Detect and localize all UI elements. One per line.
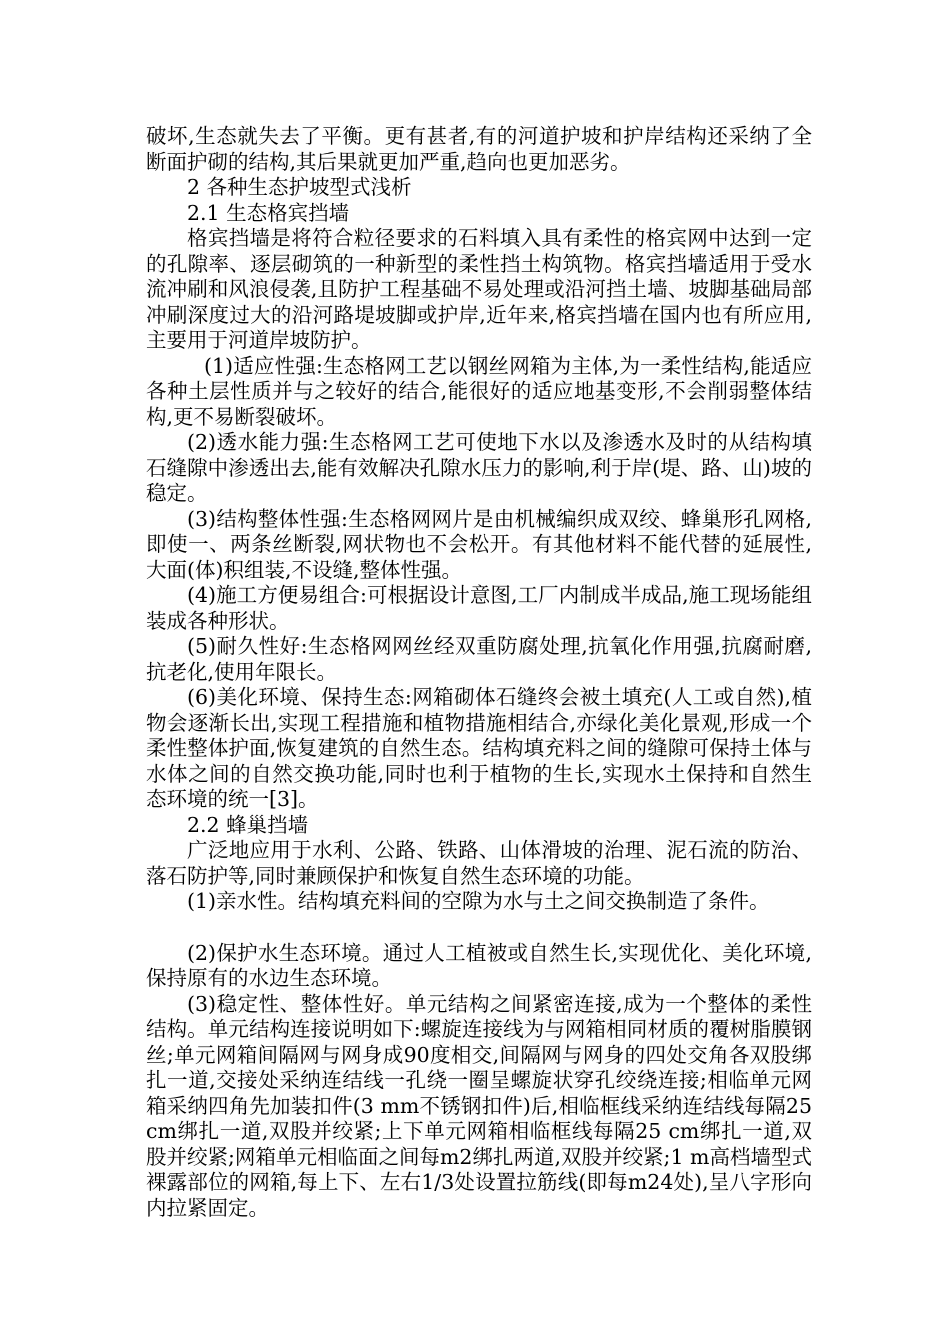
- subsection-heading: 2.1 生态格宾挡墙: [187, 200, 350, 225]
- body-paragraph: 广泛地应用于水利、公路、铁路、山体滑坡的治理、泥石流的防治、落石防护等,同时兼顾保护和恢复自然生态环境的功能。: [146, 838, 812, 888]
- list-paragraph: (3)稳定性、整体性好。单元结构之间紧密连接,成为一个整体的柔性结构。单元结构连接说明如下:螺旋连接线为与网箱相同材质的覆树脂膜钢丝;单元网箱间隔网与网身成90度相交,间隔网与网身的四处交角各双股绑扎一道,交接处采纳连结线一孔绕一圈呈螺旋状穿孔绞绕连接;相临单元网箱采纳四角先加装扣件(3 mm不锈钢扣件)后,相临框线采纳连结线每隔25 cm绑扎一道,双股并绞紧;上下单元网箱相临框线每隔25 cm绑扎一道,双股并绞紧;网箱单元相临面之间每m2绑扎两道,双股并绞紧;1 m高档墙型式裸露部位的网箱,每上下、左右1/3处设置拉筋线(即每m24处),呈八字形向内拉紧固定。: [146, 991, 812, 1220]
- section-heading: 2 各种生态护坡型式浅析: [187, 175, 412, 199]
- subsection-heading: 2.2 蜂巢挡墙: [187, 812, 309, 837]
- list-paragraph: (5)耐久性好:生态格网网丝经双重防腐处理,抗氧化作用强,抗腐耐磨,抗老化,使用年限长。: [146, 634, 812, 684]
- list-paragraph: (3)结构整体性强:生态格网网片是由机械编织成双绞、蜂巢形孔网格,即使一、两条丝断裂,网状物也不会松开。有其他材料不能代替的延展性,大面(体)积组装,不设缝,整体性强。: [146, 506, 812, 582]
- list-paragraph: (2)透水能力强:生态格网工艺可使地下水以及渗透水及时的从结构填石缝隙中渗透出去,能有效解决孔隙水压力的影响,利于岸(堤、路、山)坡的稳定。: [146, 430, 812, 505]
- intro-paragraph-end: 破坏,生态就失去了平衡。更有甚者,有的河道护坡和护岸结构还采纳了全断面护砌的结构,其后果就更加严重,趋向也更加恶劣。: [146, 124, 812, 174]
- list-paragraph: (2)保护水生态环境。通过人工植被或自然生长,实现优化、美化环境,保持原有的水边生态环境。: [146, 940, 812, 990]
- list-paragraph: (1)亲水性。结构填充料间的空隙为水与土之间交换制造了条件。: [187, 889, 770, 913]
- list-paragraph: (4)施工方便易组合:可根据设计意图,工厂内制成半成品,施工现场能组装成各种形状。: [146, 583, 812, 633]
- list-paragraph: (1)适应性强:生态格网工艺以钢丝网箱为主体,为一柔性结构,能适应各种土层性质并与之较好的结合,能很好的适应地基变形,不会削弱整体结构,更不易断裂破坏。: [146, 353, 812, 429]
- document-body: [146, 124, 812, 1221]
- list-paragraph: (6)美化环境、保持生态:网箱砌体石缝终会被土填充(人工或自然),植物会逐渐长出,实现工程措施和植物措施相结合,亦绿化美化景观,形成一个柔性整体护面,恢复建筑的自然生态。结构填充料之间的缝隙可保持土体与水体之间的自然交换功能,同时也利于植物的生长,实现水土保持和自然生态环境的统一[3]。: [146, 685, 812, 811]
- body-paragraph: 格宾挡墙是将符合粒径要求的石料填入具有柔性的格宾网中达到一定的孔隙率、逐层砌筑的一种新型的柔性挡土构筑物。格宾挡墙适用于受水流冲刷和风浪侵袭,且防护工程基础不易处理或沿河挡土墙、坡脚基础局部冲刷深度过大的沿河路堤坡脚或护岸,近年来,格宾挡墙在国内也有所应用,主要用于河道岸坡防护。: [146, 226, 812, 352]
